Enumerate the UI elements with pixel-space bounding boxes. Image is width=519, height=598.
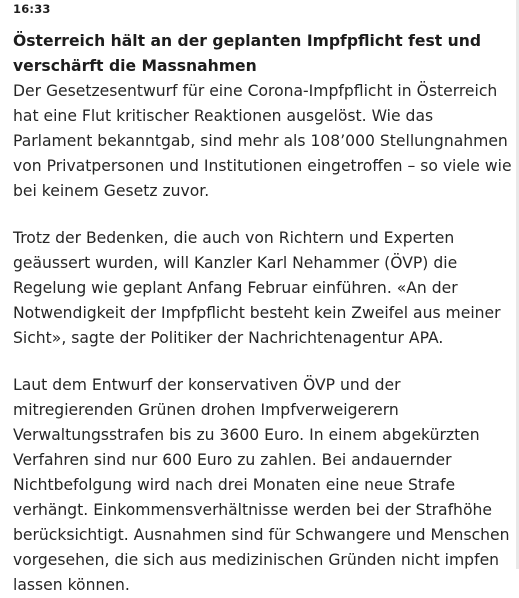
article-paragraph: Trotz der Bedenken, die auch von Richtern und Experten geäussert wurden, will Kanzler Karl Nehammer (ÖVP) die Regelung wie geplant Anfang Februar einführen. «An der Notwendigkeit der Impfpflicht besteht kein Zweifel aus meiner Sicht», sagte der Politiker der Nachrichtenagentur APA. <box>13 229 501 347</box>
article-paragraph: Laut dem Entwurf der konservativen ÖVP und der mitregierenden Grünen drohen Impfverweigerern Verwaltungsstrafen bis zu 3600 Euro. In einem abgekürzten Verfahren sind nur 600 Euro zu zahlen. Bei andauernder Nichtbefolgung wird nach drei Monaten eine neue Strafe verhängt. Einkommensverhältnisse werden bei der Strafhöhe berücksichtigt. Ausnahmen sind für Schwangere und Menschen vorgesehen, die sich aus medizinischen Gründen nicht impfen lassen können. <box>13 376 510 594</box>
status-time: 16:33 <box>13 2 51 16</box>
article <box>13 29 513 598</box>
article-paragraph: Der Gesetzesentwurf für eine Corona-Impfpflicht in Österreich hat eine Flut kritischer Reaktionen ausgelöst. Wie das Parlament bekanntgab, sind mehr als 108’000 Stellungnahmen von Privatpersonen und Institutionen eingetroffen – so viele wie bei keinem Gesetz zuvor. <box>13 82 512 200</box>
article-headline: Österreich hält an der geplanten Impfpflicht fest und verschärft die Massnahmen <box>13 32 482 75</box>
